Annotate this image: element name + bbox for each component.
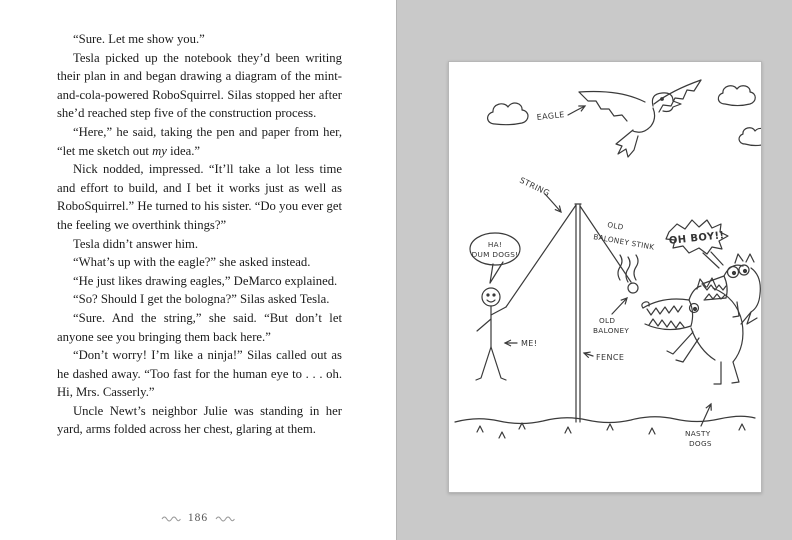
squiggle-right-icon — [215, 515, 235, 522]
paragraph-9: “Sure. And the string,” she said. “But don’t let anyone see you bringing them back here.” — [57, 310, 342, 344]
illustration-page — [448, 61, 762, 493]
paragraph-4: Nick nodded, impressed. “It’ll take a lot less time and effort to build, and I bet it works just as well as RoboSquirrel.” He turned to his sister. “Do you ever get the feeling we overthink things?” — [57, 162, 342, 232]
paragraph-10: “Don’t worry! I’m like a ninja!” Silas called out as he dashed away. “Too fast for the human eye to . . . oh. Hi, Mrs. Casserly.” — [57, 348, 342, 400]
fence-label: FENCE — [596, 353, 625, 362]
baloney-arrow — [612, 298, 627, 314]
paragraph-8: “So? Should I get the bologna?” Silas asked Tesla. — [73, 292, 330, 307]
right-page-background — [396, 0, 792, 540]
paragraph-7: “He just likes drawing eagles,” DeMarco explained. — [73, 273, 338, 288]
fence-pole — [575, 204, 581, 422]
baloney-drawing — [628, 283, 638, 293]
paragraph-2: Tesla picked up the notebook they’d been writing their plan in and began drawing a diagram of the mint-and-cola-powered RoboSquirrel. Silas stopped her after she’d reached step five of the construction process. — [57, 50, 342, 121]
sketch-drawing — [449, 62, 761, 492]
stick-figure-drawing — [476, 288, 506, 380]
cloud-icon — [739, 128, 761, 146]
stink-label-line2: BALONEY STINK — [592, 232, 656, 252]
eagle-arrow — [568, 106, 585, 115]
left-page-text — [57, 30, 342, 439]
baloney-label-line1: OLD — [599, 316, 616, 325]
page-number: 186 — [187, 512, 209, 524]
nasty-dogs-arrow — [701, 404, 711, 426]
eagle-drawing — [579, 80, 701, 157]
cloud-icon — [718, 86, 755, 106]
ha-label-line1: HA! — [487, 240, 503, 249]
string-label: STRING — [518, 175, 552, 199]
stink-label-line1: OLD — [606, 220, 625, 232]
oh-boy-label: OH BOY!! — [668, 230, 726, 247]
paragraph-11: Uncle Newt’s neighbor Julie was standing in her yard, arms folded across her chest, glaring at them. — [57, 403, 342, 437]
paragraph-3: “Here,” he said, taking the pen and paper from her, “let me sketch out my idea.” — [57, 124, 342, 158]
paragraph-5: Tesla didn’t answer him. — [73, 236, 199, 251]
cloud-icon — [488, 103, 528, 125]
dog-drawing-upper — [702, 254, 760, 317]
eagle-label: EAGLE — [536, 110, 566, 122]
dog-drawing-lower — [642, 278, 757, 384]
fence-arrow — [584, 353, 593, 356]
squiggle-left-icon — [161, 515, 181, 522]
nasty-label-line2: DOGS — [689, 439, 712, 448]
me-label: ME! — [521, 339, 538, 348]
ha-label-line2: DUM DOGS! — [471, 250, 519, 259]
paragraph-6: “What’s up with the eagle?” she asked instead. — [73, 255, 311, 270]
paragraph-1: “Sure. Let me show you.” — [73, 32, 205, 46]
baloney-label-line2: BALONEY — [593, 326, 630, 335]
nasty-label-line1: NASTY — [685, 429, 711, 438]
page-number-row — [0, 512, 396, 524]
